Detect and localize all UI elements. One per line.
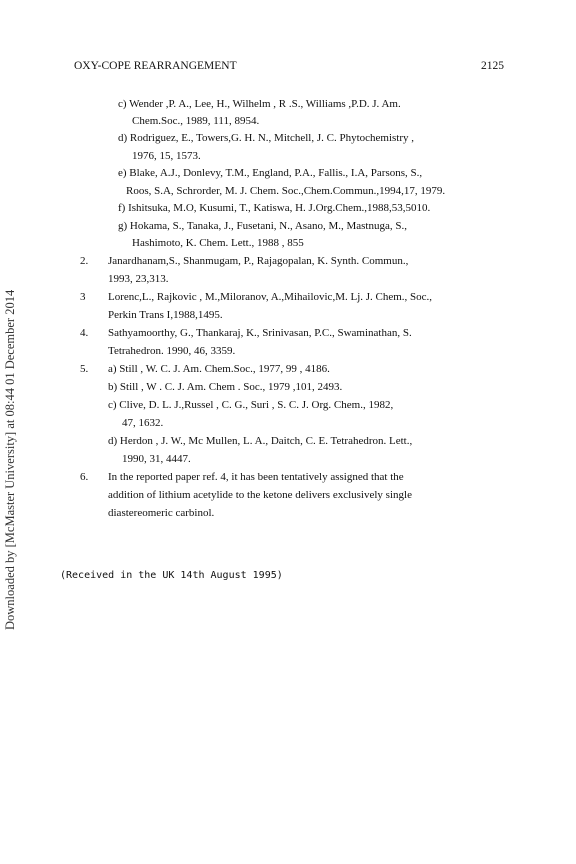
ref-number-5: 5. — [80, 363, 89, 375]
ref-2-line2: 1993, 23,313. — [108, 273, 169, 285]
ref-number-4: 4. — [80, 327, 89, 339]
ref-5c-line2: 47, 1632. — [122, 417, 164, 429]
ref-1d-line1: d) Rodriguez, E., Towers,G. H. N., Mitchell, J. C. Phytochemistry , — [118, 132, 414, 144]
ref-1c-line2: Chem.Soc., 1989, 111, 8954. — [132, 115, 260, 127]
ref-number-3: 3 — [80, 291, 86, 303]
ref-5b-line1: b) Still , W . C. J. Am. Chem . Soc., 1979 ,101, 2493. — [108, 381, 343, 393]
ref-5a-line1: a) Still , W. C. J. Am. Chem.Soc., 1977, 99 , 4186. — [108, 363, 330, 375]
download-watermark — [2, 190, 22, 630]
ref-1e-line2: Roos, S.A, Schrorder, M. J. Chem. Soc.,Chem.Commun.,1994,17, 1979. — [126, 185, 446, 197]
ref-6-line2: addition of lithium acetylide to the ketone delivers exclusively single — [108, 489, 412, 501]
running-header — [74, 60, 504, 76]
ref-5d-line2: 1990, 31, 4447. — [122, 453, 191, 465]
ref-1c-line1: c) Wender ,P. A., Lee, H., Wilhelm , R .S., Williams ,P.D. J. Am. — [118, 98, 401, 110]
ref-number-6: 6. — [80, 471, 89, 483]
ref-1f-line1: f) Ishitsuka, M.O, Kusumi, T., Katiswa, H. J.Org.Chem.,1988,53,5010. — [118, 202, 431, 214]
ref-6-line1: In the reported paper ref. 4, it has been tentatively assigned that the — [108, 471, 404, 483]
ref-number-2: 2. — [80, 255, 89, 267]
ref-1d-line2: 1976, 15, 1573. — [132, 150, 201, 162]
ref-3-line2: Perkin Trans I,1988,1495. — [108, 309, 223, 321]
download-watermark-text: Downloaded by [McMaster University] at 08:44 01 December 2014 — [3, 289, 17, 630]
ref-1g-line2: Hashimoto, K. Chem. Lett., 1988 , 855 — [132, 237, 304, 249]
ref-2-line1: Janardhanam,S., Shanmugam, P., Rajagopalan, K. Synth. Commun., — [108, 255, 409, 267]
ref-5d-line1: d) Herdon , J. W., Mc Mullen, L. A., Daitch, C. E. Tetrahedron. Lett., — [108, 435, 413, 447]
ref-1e-line1: e) Blake, A.J., Donlevy, T.M., England, P.A., Fallis., I.A, Parsons, S., — [118, 167, 423, 179]
running-title: OXY-COPE REARRANGEMENT — [74, 60, 237, 72]
ref-6-line3: diastereomeric carbinol. — [108, 507, 215, 519]
page-number: 2125 — [481, 60, 504, 72]
received-date-note: (Received in the UK 14th August 1995) — [60, 570, 283, 581]
ref-4-line2: Tetrahedron. 1990, 46, 3359. — [108, 345, 236, 357]
ref-3-line1: Lorenc,L., Rajkovic , M.,Miloranov, A.,Mihailovic,M. Lj. J. Chem., Soc., — [108, 291, 433, 303]
ref-5c-line1: c) Clive, D. L. J.,Russel , C. G., Suri , S. C. J. Org. Chem., 1982, — [108, 399, 394, 411]
ref-4-line1: Sathyamoorthy, G., Thankaraj, K., Srinivasan, P.C., Swaminathan, S. — [108, 327, 412, 339]
ref-1g-line1: g) Hokama, S., Tanaka, J., Fusetani, N., Asano, M., Mastnuga, S., — [118, 220, 407, 232]
